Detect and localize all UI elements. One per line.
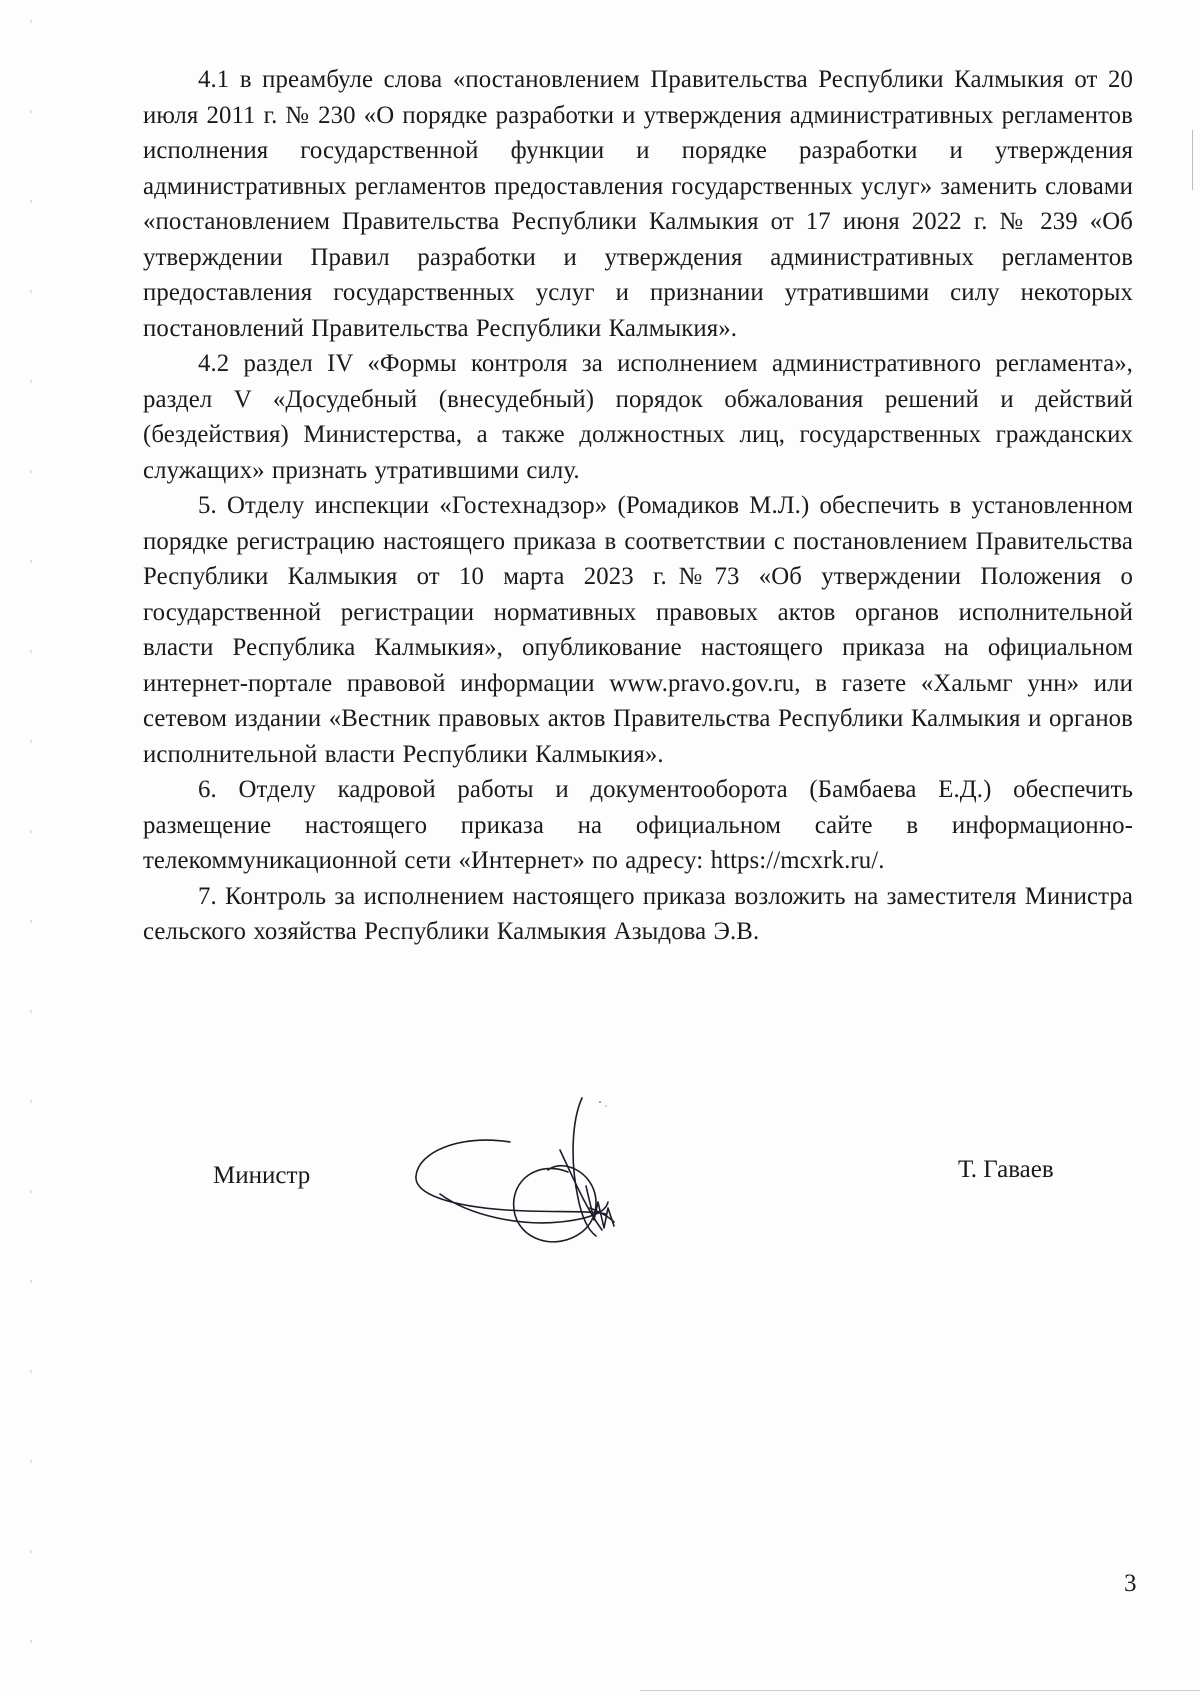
document-body bbox=[143, 62, 1133, 950]
paragraph-7: 7. Контроль за исполнением настоящего приказа возложить на заместителя Министра сельского хозяйства Республики Калмыкия Азыдова Э.В. bbox=[143, 882, 1133, 945]
signatory-name: Т. Гаваев bbox=[958, 1156, 1054, 1183]
signature-block bbox=[0, 1090, 1200, 1270]
scan-artifact-right bbox=[1192, 130, 1193, 190]
handwritten-signature bbox=[410, 1090, 650, 1260]
signatory-position: Министр bbox=[213, 1162, 311, 1189]
scan-artifact-left bbox=[30, 20, 32, 1660]
paragraph-4-1: 4.1 в преамбуле слова «постановлением Правительства Республики Калмыкия от 20 июля 2011 г. № 230 «О порядке разработки и утверждения административных регламентов исполнения государственной функции и порядке разработки и утверждения административных регламентов предоставления государственных услуг» заменить словами «постановлением Правительства Республики Калмыкия от 17 июня 2022 г. № 239 «Об утверждении Правил разработки и утверждения административных регламентов предоставления государственных услуг и признании утратившими силу некоторых постановлений Правительства Республики Калмыкия». bbox=[143, 66, 1133, 342]
paragraph-5: 5. Отделу инспекции «Гостехнадзор» (Ромадиков М.Л.) обеспечить в установленном порядке регистрацию настоящего приказа в соответствии с постановлением Правительства Республики Калмыкия от 10 марта 2023 г.№73 «Об утверждении Положения о государственной регистрации нормативных правовых актов органов исполнительной власти Республика Калмыкия», опубликование настоящего приказа на официальном интернет-портале правовой информации www.pravo.gov.ru, в газете «Хальмг унн» или сетевом издании «Вестник правовых актов Правительства Республики Калмыкия и органов исполнительной власти Республики Калмыкия». bbox=[143, 492, 1133, 768]
page-number: 3 bbox=[1124, 1570, 1137, 1597]
scan-artifact-bottom bbox=[640, 1690, 1200, 1691]
paragraph-4-2: 4.2 раздел IV «Формы контроля за исполнением административного регламента», раздел V «Досудебный (внесудебный) порядок обжалования решений и действий (бездействия) Министерства, а также должностных лиц, государственных гражданских служащих» признать утратившими силу. bbox=[143, 350, 1133, 484]
paragraph-6: 6. Отделу кадровой работы и документооборота (Бамбаева Е.Д.) обеспечить размещение настоящего приказа на официальном сайте в информационно-телекоммуникационной сети «Интернет» по адресу: https://mcxrk.ru/. bbox=[143, 776, 1133, 874]
